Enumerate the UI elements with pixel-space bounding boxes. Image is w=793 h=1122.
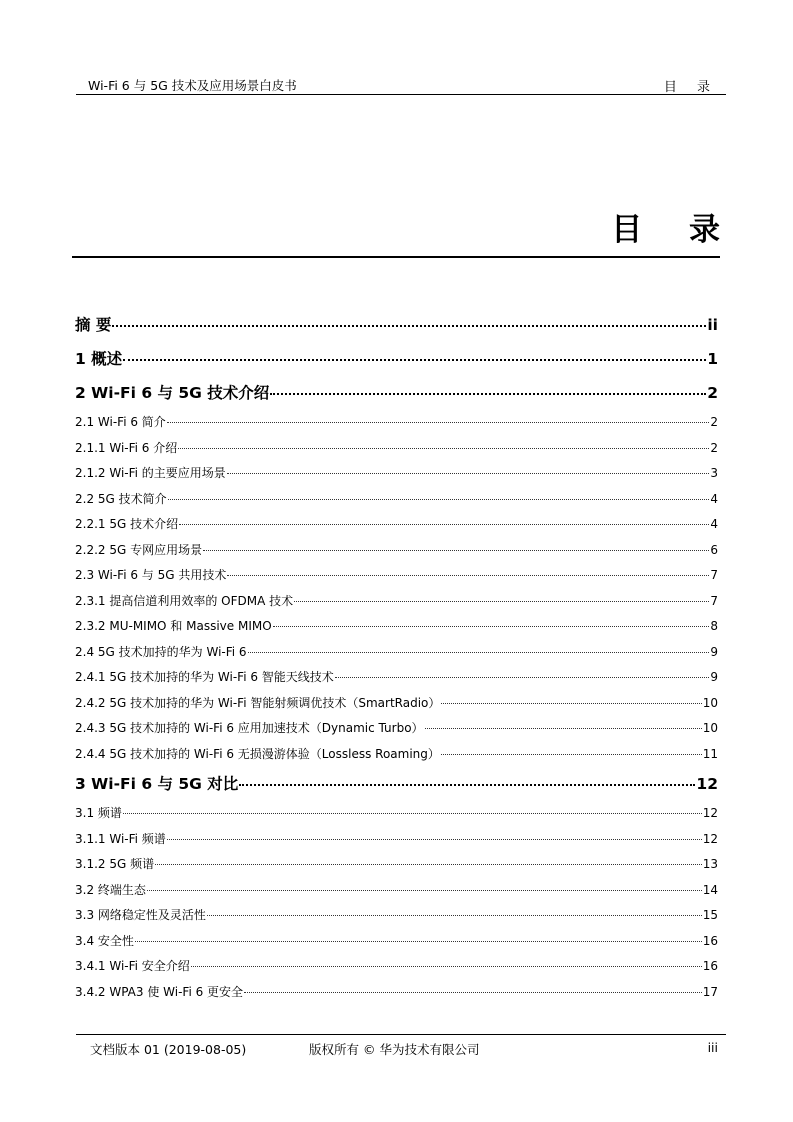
toc-entry[interactable] xyxy=(75,665,718,691)
toc-entry-label: 2.1 Wi-Fi 6 简介 xyxy=(75,415,166,429)
toc-entry-label: 3.4 安全性 xyxy=(75,933,134,948)
header-section-name: 目 录 xyxy=(663,80,718,95)
toc-leader-dots xyxy=(167,422,710,423)
toc-leader-dots xyxy=(335,677,710,678)
toc-entry[interactable] xyxy=(75,512,718,538)
toc-leader-dots xyxy=(441,703,701,704)
toc-entry[interactable] xyxy=(75,929,718,955)
page-header xyxy=(76,74,726,95)
toc-entry-label: 2.3 Wi-Fi 6 与 5G 共用技术 xyxy=(75,568,227,582)
toc-entry[interactable] xyxy=(75,742,718,768)
toc-entry-page: 2 xyxy=(710,440,718,455)
toc-entry[interactable] xyxy=(75,538,718,564)
toc-entry[interactable] xyxy=(75,852,718,878)
toc-entry-page: 4 xyxy=(710,491,718,506)
toc-entry[interactable] xyxy=(75,801,718,827)
toc-entry[interactable] xyxy=(75,691,718,717)
toc-entry[interactable] xyxy=(75,308,718,342)
toc-leader-dots xyxy=(227,473,710,474)
toc-entry[interactable] xyxy=(75,716,718,742)
page-footer xyxy=(76,1034,726,1057)
table-of-contents xyxy=(75,308,718,1005)
toc-entry[interactable] xyxy=(75,410,718,436)
toc-entry-label: 3.1.2 5G 频谱 xyxy=(75,857,155,871)
toc-leader-dots xyxy=(294,601,709,602)
toc-entry[interactable] xyxy=(75,461,718,487)
toc-leader-dots xyxy=(168,499,710,500)
toc-entry-label: 1 概述 xyxy=(75,350,123,368)
toc-entry[interactable] xyxy=(75,640,718,666)
toc-leader-dots xyxy=(239,784,695,786)
toc-leader-dots xyxy=(123,813,702,814)
toc-entry-label: 2.4.4 5G 技术加持的 Wi-Fi 6 无损漫游体验（Lossless Roaming） xyxy=(75,746,440,761)
toc-entry-page: 2 xyxy=(710,415,718,429)
toc-entry[interactable] xyxy=(75,954,718,980)
toc-entry-page: 9 xyxy=(710,670,718,684)
toc-leader-dots xyxy=(244,992,702,993)
toc-entry-page: 15 xyxy=(702,908,718,922)
toc-entry-label: 2.2.2 5G 专网应用场景 xyxy=(75,542,203,557)
toc-leader-dots xyxy=(147,890,702,891)
toc-entry-label: 2.4.1 5G 技术加持的华为 Wi-Fi 6 智能天线技术 xyxy=(75,670,334,684)
toc-entry-page: 10 xyxy=(702,695,718,710)
toc-entry[interactable] xyxy=(75,980,718,1006)
toc-entry[interactable] xyxy=(75,903,718,929)
document-title: Wi-Fi 6 与 5G 技术及应用场景白皮书 xyxy=(88,78,297,93)
toc-entry[interactable] xyxy=(75,589,718,615)
toc-entry-page: 11 xyxy=(702,746,718,761)
toc-entry-page: 3 xyxy=(710,466,718,480)
toc-entry-page: 13 xyxy=(702,857,718,871)
toc-entry-page: 16 xyxy=(702,959,718,973)
toc-entry[interactable] xyxy=(75,878,718,904)
toc-leader-dots xyxy=(441,754,702,755)
toc-entry-label: 2.1.1 Wi-Fi 6 介绍 xyxy=(75,440,178,455)
toc-entry-page: 17 xyxy=(702,984,718,999)
copyright-notice: 版权所有 © 华为技术有限公司 xyxy=(309,1042,480,1057)
toc-entry-label: 2.4.3 5G 技术加持的 Wi-Fi 6 应用加速技术（Dynamic Turbo） xyxy=(75,721,424,735)
toc-entry-page: ii xyxy=(707,316,718,334)
toc-leader-dots xyxy=(248,652,710,653)
toc-entry-page: 7 xyxy=(710,568,718,582)
toc-entry[interactable] xyxy=(75,487,718,513)
toc-entry-label: 3 Wi-Fi 6 与 5G 对比 xyxy=(75,775,239,793)
toc-leader-dots xyxy=(203,550,709,551)
toc-leader-dots xyxy=(273,626,710,627)
toc-entry-label: 3.1.1 Wi-Fi 频谱 xyxy=(75,831,166,846)
toc-leader-dots xyxy=(191,966,702,967)
toc-entry[interactable] xyxy=(75,376,718,410)
toc-leader-dots xyxy=(135,941,702,942)
toc-entry-page: 10 xyxy=(702,721,718,735)
toc-entry-page: 12 xyxy=(702,831,718,846)
toc-entry[interactable] xyxy=(75,342,718,376)
toc-leader-dots xyxy=(227,575,709,576)
toc-entry[interactable] xyxy=(75,827,718,853)
toc-leader-dots xyxy=(155,864,702,865)
toc-entry-label: 3.1 频谱 xyxy=(75,806,122,820)
toc-entry[interactable] xyxy=(75,767,718,801)
toc-entry-page: 16 xyxy=(702,933,718,948)
toc-entry-label: 3.3 网络稳定性及灵活性 xyxy=(75,908,206,922)
document-version: 文档版本 01 (2019-08-05) xyxy=(90,1042,247,1057)
toc-leader-dots xyxy=(179,524,709,525)
toc-entry-page: 9 xyxy=(710,644,718,659)
toc-entry-label: 3.4.1 Wi-Fi 安全介绍 xyxy=(75,959,190,973)
toc-entry-label: 2.3.1 提高信道利用效率的 OFDMA 技术 xyxy=(75,593,294,608)
toc-entry-label: 3.2 终端生态 xyxy=(75,882,146,897)
toc-entry-page: 12 xyxy=(696,775,718,793)
toc-leader-dots xyxy=(270,393,706,395)
toc-entry-page: 6 xyxy=(710,542,718,557)
toc-entry-page: 4 xyxy=(710,517,718,531)
toc-entry-page: 7 xyxy=(710,593,718,608)
toc-entry-label: 摘 要 xyxy=(75,316,112,334)
toc-entry-page: 2 xyxy=(707,384,718,402)
toc-entry-label: 2.1.2 Wi-Fi 的主要应用场景 xyxy=(75,466,226,480)
toc-entry-page: 1 xyxy=(707,350,718,368)
toc-leader-dots xyxy=(167,839,702,840)
toc-leader-dots xyxy=(207,915,702,916)
toc-heading-text: 目 录 xyxy=(611,212,738,248)
toc-entry-label: 2.3.2 MU-MIMO 和 Massive MIMO xyxy=(75,619,272,633)
toc-entry-label: 2.2 5G 技术简介 xyxy=(75,491,167,506)
toc-entry-page: 14 xyxy=(702,882,718,897)
toc-leader-dots xyxy=(178,448,709,449)
toc-leader-dots xyxy=(112,325,706,327)
toc-entry-label: 2.2.1 5G 技术介绍 xyxy=(75,517,179,531)
toc-entry-label: 2.4 5G 技术加持的华为 Wi-Fi 6 xyxy=(75,644,247,659)
toc-entry-label: 2.4.2 5G 技术加持的华为 Wi-Fi 智能射频调优技术（SmartRadio） xyxy=(75,695,441,710)
toc-entry[interactable] xyxy=(75,614,718,640)
toc-heading xyxy=(72,208,738,258)
toc-leader-dots xyxy=(425,728,702,729)
toc-entry[interactable] xyxy=(75,563,718,589)
toc-entry-page: 12 xyxy=(702,806,718,820)
toc-leader-dots xyxy=(123,359,706,361)
toc-entry-label: 2 Wi-Fi 6 与 5G 技术介绍 xyxy=(75,384,270,402)
toc-entry-page: 8 xyxy=(710,619,718,633)
page-number: iii xyxy=(707,1040,718,1055)
toc-entry[interactable] xyxy=(75,436,718,462)
toc-entry-label: 3.4.2 WPA3 使 Wi-Fi 6 更安全 xyxy=(75,984,244,999)
